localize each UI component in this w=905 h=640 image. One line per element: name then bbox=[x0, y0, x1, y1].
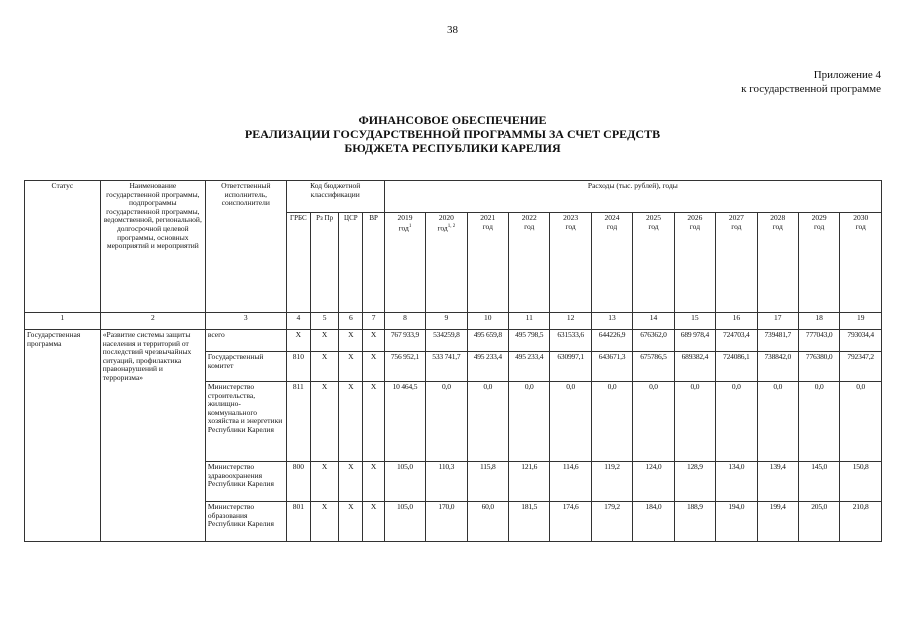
amount-cell: 184,0 bbox=[633, 502, 674, 542]
column-number: 19 bbox=[840, 313, 882, 330]
amount-cell: 150,8 bbox=[840, 462, 882, 502]
status-cell: Государственная программа bbox=[25, 330, 101, 542]
header-year-word: год bbox=[814, 221, 825, 231]
column-number: 18 bbox=[798, 313, 839, 330]
header-year-number: 2024 bbox=[604, 213, 620, 222]
header-code-vr: ВР bbox=[363, 213, 384, 313]
vr-cell: Х bbox=[363, 352, 384, 382]
column-number: 16 bbox=[716, 313, 757, 330]
amount-cell: 139,4 bbox=[757, 462, 798, 502]
header-year bbox=[674, 213, 715, 313]
amount-cell: 0,0 bbox=[716, 382, 757, 462]
column-number: 6 bbox=[339, 313, 363, 330]
amount-cell: 105,0 bbox=[384, 462, 425, 502]
amount-cell: 534259,8 bbox=[426, 330, 467, 352]
csr-cell: Х bbox=[339, 382, 363, 462]
column-number: 3 bbox=[205, 313, 286, 330]
amount-cell: 110,3 bbox=[426, 462, 467, 502]
header-year bbox=[757, 213, 798, 313]
header-year-word: год bbox=[482, 221, 493, 231]
amount-cell: 776380,0 bbox=[798, 352, 839, 382]
header-year-label bbox=[842, 223, 879, 232]
header-year-label bbox=[387, 223, 423, 233]
executor-cell: Государственный комитет bbox=[205, 352, 286, 382]
column-number: 11 bbox=[509, 313, 550, 330]
header-year-number: 2023 bbox=[563, 213, 579, 222]
csr-cell: Х bbox=[339, 352, 363, 382]
header-year-word: год bbox=[772, 221, 783, 231]
rzpr-cell: Х bbox=[310, 462, 338, 502]
rzpr-cell: Х bbox=[310, 330, 338, 352]
amount-cell: 767 933,9 bbox=[384, 330, 425, 352]
column-number: 1 bbox=[25, 313, 101, 330]
program-name-cell: «Развитие системы защиты населения и территорий от последствий чрезвычайных ситуаций, профилактика правонарушений и терроризма» bbox=[100, 330, 205, 542]
header-year-number: 2029 bbox=[811, 213, 827, 222]
header-year-word: год bbox=[524, 221, 535, 231]
column-number: 2 bbox=[100, 313, 205, 330]
header-year-label bbox=[428, 223, 464, 233]
header-year-word: год bbox=[437, 223, 448, 233]
amount-cell: 145,0 bbox=[798, 462, 839, 502]
csr-cell: Х bbox=[339, 502, 363, 542]
column-number: 17 bbox=[757, 313, 798, 330]
header-year-number: 2026 bbox=[687, 213, 703, 222]
amount-cell: 533 741,7 bbox=[426, 352, 467, 382]
csr-cell: Х bbox=[339, 462, 363, 502]
title-line-1: ФИНАНСОВОЕ ОБЕСПЕЧЕНИЕ bbox=[358, 113, 547, 127]
header-year-label bbox=[677, 223, 713, 232]
amount-cell: 644226,9 bbox=[591, 330, 632, 352]
amount-cell: 0,0 bbox=[550, 382, 591, 462]
amount-cell: 675786,5 bbox=[633, 352, 674, 382]
amount-cell: 739481,7 bbox=[757, 330, 798, 352]
amount-cell: 495 798,5 bbox=[509, 330, 550, 352]
amount-cell: 0,0 bbox=[426, 382, 467, 462]
header-year-label bbox=[718, 223, 754, 232]
header-year-label bbox=[760, 223, 796, 232]
header-year bbox=[798, 213, 839, 313]
column-number: 9 bbox=[426, 313, 467, 330]
amount-cell: 188,9 bbox=[674, 502, 715, 542]
amount-cell: 0,0 bbox=[633, 382, 674, 462]
amount-cell: 170,0 bbox=[426, 502, 467, 542]
amount-cell: 0,0 bbox=[674, 382, 715, 462]
amount-cell: 792347,2 bbox=[840, 352, 882, 382]
vr-cell: Х bbox=[363, 382, 384, 462]
header-year-word: год bbox=[689, 221, 701, 231]
header-year-number: 2022 bbox=[521, 213, 537, 222]
grbs-cell: Х bbox=[286, 330, 310, 352]
amount-cell: 643671,3 bbox=[591, 352, 632, 382]
rzpr-cell: Х bbox=[310, 352, 338, 382]
header-year-label bbox=[470, 223, 506, 232]
grbs-cell: 810 bbox=[286, 352, 310, 382]
amount-cell: 121,6 bbox=[509, 462, 550, 502]
amount-cell: 793034,4 bbox=[840, 330, 882, 352]
appendix-line-1: Приложение 4 bbox=[813, 69, 881, 81]
amount-cell: 60,0 bbox=[467, 502, 508, 542]
amount-cell: 495 233,4 bbox=[509, 352, 550, 382]
executor-cell: всего bbox=[205, 330, 286, 352]
header-year-word: год bbox=[731, 221, 742, 231]
header-year bbox=[633, 213, 674, 313]
amount-cell: 0,0 bbox=[757, 382, 798, 462]
amount-cell: 676362,0 bbox=[633, 330, 674, 352]
header-year-label bbox=[801, 223, 837, 232]
header-year bbox=[509, 213, 550, 313]
column-number: 8 bbox=[384, 313, 425, 330]
header-year-number: 2028 bbox=[770, 213, 786, 222]
amount-cell: 124,0 bbox=[633, 462, 674, 502]
column-number: 5 bbox=[310, 313, 338, 330]
amount-cell: 134,0 bbox=[716, 462, 757, 502]
executor-cell: Министерство образования Республики Карелия bbox=[205, 502, 286, 542]
header-status: Статус bbox=[25, 181, 101, 313]
appendix-line-2: к государственной программе bbox=[741, 83, 881, 95]
header-year-number: 2021 bbox=[480, 213, 496, 222]
executor-cell: Министерство здравоохранения Республики Карелия bbox=[205, 462, 286, 502]
header-year-word: год bbox=[565, 221, 576, 231]
grbs-cell: 800 bbox=[286, 462, 310, 502]
amount-cell: 119,2 bbox=[591, 462, 632, 502]
header-year-footnote: 1 bbox=[408, 223, 412, 229]
rzpr-cell: Х bbox=[310, 502, 338, 542]
header-year bbox=[426, 213, 467, 313]
amount-cell: 495 659,8 bbox=[467, 330, 508, 352]
amount-cell: 0,0 bbox=[591, 382, 632, 462]
amount-cell: 0,0 bbox=[840, 382, 882, 462]
column-number: 10 bbox=[467, 313, 508, 330]
header-expenses: Расходы (тыс. рублей), годы bbox=[384, 181, 881, 213]
amount-cell: 0,0 bbox=[467, 382, 508, 462]
amount-cell: 199,4 bbox=[757, 502, 798, 542]
header-executor: Ответственный исполнитель, соисполнители bbox=[205, 181, 286, 313]
header-budget-code: Код бюджетной классификации bbox=[286, 181, 384, 213]
amount-cell: 179,2 bbox=[591, 502, 632, 542]
appendix-note bbox=[741, 68, 881, 96]
grbs-cell: 811 bbox=[286, 382, 310, 462]
header-year-label bbox=[511, 223, 547, 232]
amount-cell: 181,5 bbox=[509, 502, 550, 542]
header-year bbox=[591, 213, 632, 313]
amount-cell: 10 464,5 bbox=[384, 382, 425, 462]
title-line-2: РЕАЛИЗАЦИИ ГОСУДАРСТВЕННОЙ ПРОГРАММЫ ЗА СЧЕТ СРЕДСТВ bbox=[244, 127, 661, 141]
amount-cell: 777043,0 bbox=[798, 330, 839, 352]
amount-cell: 210,8 bbox=[840, 502, 882, 542]
header-year bbox=[467, 213, 508, 313]
amount-cell: 0,0 bbox=[798, 382, 839, 462]
table-row bbox=[25, 330, 882, 352]
amount-cell: 724086,1 bbox=[716, 352, 757, 382]
header-year bbox=[716, 213, 757, 313]
header-year-number: 2027 bbox=[728, 213, 744, 222]
header-year-number: 2019 bbox=[397, 213, 413, 222]
financing-table bbox=[24, 180, 882, 542]
header-year bbox=[550, 213, 591, 313]
header-year bbox=[840, 213, 882, 313]
header-year-word: год bbox=[606, 221, 618, 231]
document-title bbox=[0, 113, 905, 155]
amount-cell: 114,6 bbox=[550, 462, 591, 502]
csr-cell: Х bbox=[339, 330, 363, 352]
amount-cell: 756 952,1 bbox=[384, 352, 425, 382]
grbs-cell: 801 bbox=[286, 502, 310, 542]
column-number: 15 bbox=[674, 313, 715, 330]
executor-cell: Министерство строительства, жилищно-коммунального хозяйства и энергетики Республики Карелия bbox=[205, 382, 286, 462]
header-year-word: год bbox=[398, 223, 409, 233]
header-year-label bbox=[594, 223, 630, 232]
header-year bbox=[384, 213, 425, 313]
column-number: 4 bbox=[286, 313, 310, 330]
header-year-number: 2030 bbox=[853, 213, 869, 222]
header-year-word: год bbox=[855, 221, 866, 231]
amount-cell: 724703,4 bbox=[716, 330, 757, 352]
vr-cell: Х bbox=[363, 502, 384, 542]
title-line-3: БЮДЖЕТА РЕСПУБЛИКИ КАРЕЛИЯ bbox=[344, 141, 561, 155]
header-name: Наименование государственной программы, подпрограммы государственной программы, ведомственной, региональной, долгосрочной целевой программы, основных мероприятий и мероприятий bbox=[100, 181, 205, 313]
amount-cell: 689382,4 bbox=[674, 352, 715, 382]
amount-cell: 689 978,4 bbox=[674, 330, 715, 352]
header-year-number: 2020 bbox=[438, 213, 454, 222]
amount-cell: 205,0 bbox=[798, 502, 839, 542]
amount-cell: 128,9 bbox=[674, 462, 715, 502]
column-number: 7 bbox=[363, 313, 384, 330]
header-year-number: 2025 bbox=[645, 213, 661, 222]
amount-cell: 194,0 bbox=[716, 502, 757, 542]
header-year-label bbox=[552, 223, 588, 232]
amount-cell: 0,0 bbox=[509, 382, 550, 462]
amount-cell: 115,8 bbox=[467, 462, 508, 502]
page-number: 38 bbox=[447, 24, 458, 36]
column-number: 14 bbox=[633, 313, 674, 330]
column-number-row bbox=[25, 313, 882, 330]
header-code-csr: ЦСР bbox=[339, 213, 363, 313]
amount-cell: 495 233,4 bbox=[467, 352, 508, 382]
amount-cell: 630997,1 bbox=[550, 352, 591, 382]
column-number: 12 bbox=[550, 313, 591, 330]
header-year-footnote: 1, 2 bbox=[447, 223, 456, 229]
header-year-word: год bbox=[648, 221, 659, 231]
vr-cell: Х bbox=[363, 462, 384, 502]
header-year-label bbox=[635, 223, 671, 232]
header-code-rzpr: Рз Пр bbox=[310, 213, 338, 313]
amount-cell: 631533,6 bbox=[550, 330, 591, 352]
amount-cell: 174,6 bbox=[550, 502, 591, 542]
amount-cell: 738842,0 bbox=[757, 352, 798, 382]
rzpr-cell: Х bbox=[310, 382, 338, 462]
amount-cell: 105,0 bbox=[384, 502, 425, 542]
header-code-grbs: ГРБС bbox=[286, 213, 310, 313]
column-number: 13 bbox=[591, 313, 632, 330]
vr-cell: Х bbox=[363, 330, 384, 352]
